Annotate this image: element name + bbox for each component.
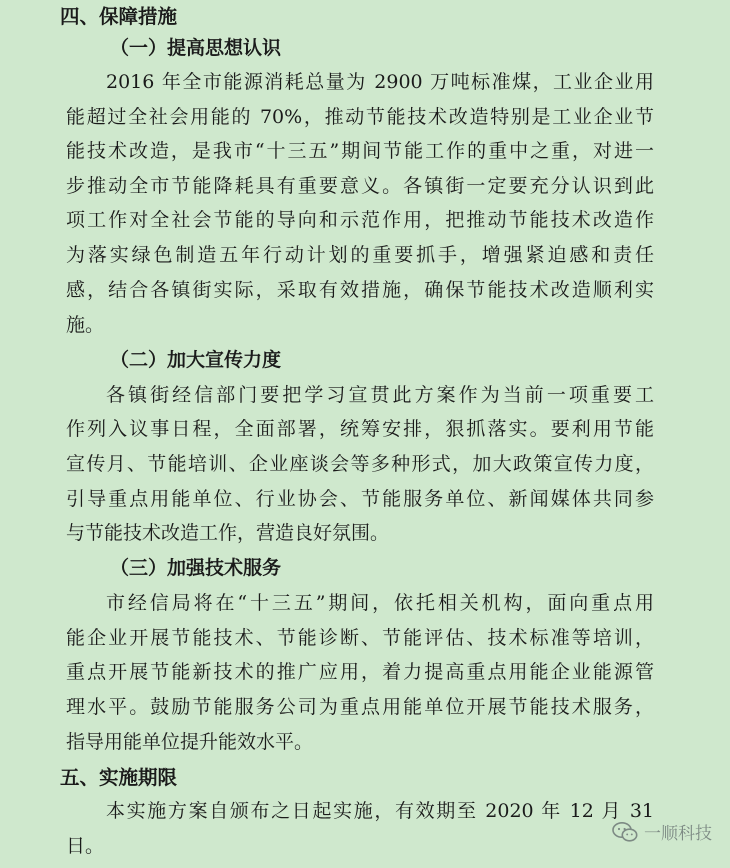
para2-line-5: 与节能技术改造工作，营造良好氛围。 <box>66 522 390 544</box>
watermark <box>612 819 712 844</box>
watermark-text: 一顺科技 <box>644 824 712 844</box>
para2-line-4: 引导重点用能单位、行业协会、节能服务单位、新闻媒体共同参 <box>66 488 654 510</box>
para3-line-2: 能企业开展节能技术、节能诊断、节能评估、技术标准等培训， <box>66 627 654 649</box>
para3-line-3: 重点开展节能新技术的推广应用，着力提高重点用能企业能源管 <box>66 661 654 683</box>
para1-line-5: 项工作对全社会节能的导向和示范作用，把推动节能技术改造作 <box>66 209 654 231</box>
section-heading-4: 四、保障措施 <box>60 5 178 28</box>
para1-line-6: 为落实绿色制造五年行动计划的重要抓手，增强紧迫感和责任 <box>66 244 654 266</box>
para3-line-5: 指导用能单位提升能效水平。 <box>66 731 314 753</box>
section-heading-5: 五、实施期限 <box>60 766 178 789</box>
para2-line-3: 宣传月、节能培训、企业座谈会等多种形式，加大政策宣传力度， <box>66 453 654 475</box>
para1-line-3: 能技术改造，是我市“十三五”期间节能工作的重中之重，对进一 <box>66 140 654 162</box>
para3-line-4: 理水平。鼓励节能服务公司为重点用能单位开展节能技术服务， <box>66 696 654 718</box>
para1-line-4: 步推动全市节能降耗具有重要意义。各镇街一定要充分认识到此 <box>66 175 654 197</box>
para5-line-1: 本实施方案自颁布之日起实施，有效期至 2020 年 12 月 31 <box>106 800 654 822</box>
wechat-icon <box>612 821 638 843</box>
para1-line-2: 能超过全社会用能的 70%，推动节能技术改造特别是工业企业节 <box>66 106 654 128</box>
para2-line-1: 各镇街经信部门要把学习宣贯此方案作为当前一项重要工 <box>106 384 654 406</box>
para1-line-7: 感，结合各镇街实际，采取有效措施，确保节能技术改造顺利实 <box>66 279 654 301</box>
subheading-2: （二）加大宣传力度 <box>110 349 282 371</box>
para1-line-1: 2016 年全市能源消耗总量为 2900 万吨标准煤，工业企业用 <box>106 71 654 93</box>
para1-line-8: 施。 <box>66 314 105 336</box>
para2-line-2: 作列入议事日程，全面部署，统筹安排，狠抓落实。要利用节能 <box>66 418 654 440</box>
subheading-1: （一）提高思想认识 <box>110 37 282 59</box>
para3-line-1: 市经信局将在“十三五”期间，依托相关机构，面向重点用 <box>106 592 654 614</box>
para5-line-2: 日。 <box>66 835 105 857</box>
subheading-3: （三）加强技术服务 <box>110 557 282 579</box>
